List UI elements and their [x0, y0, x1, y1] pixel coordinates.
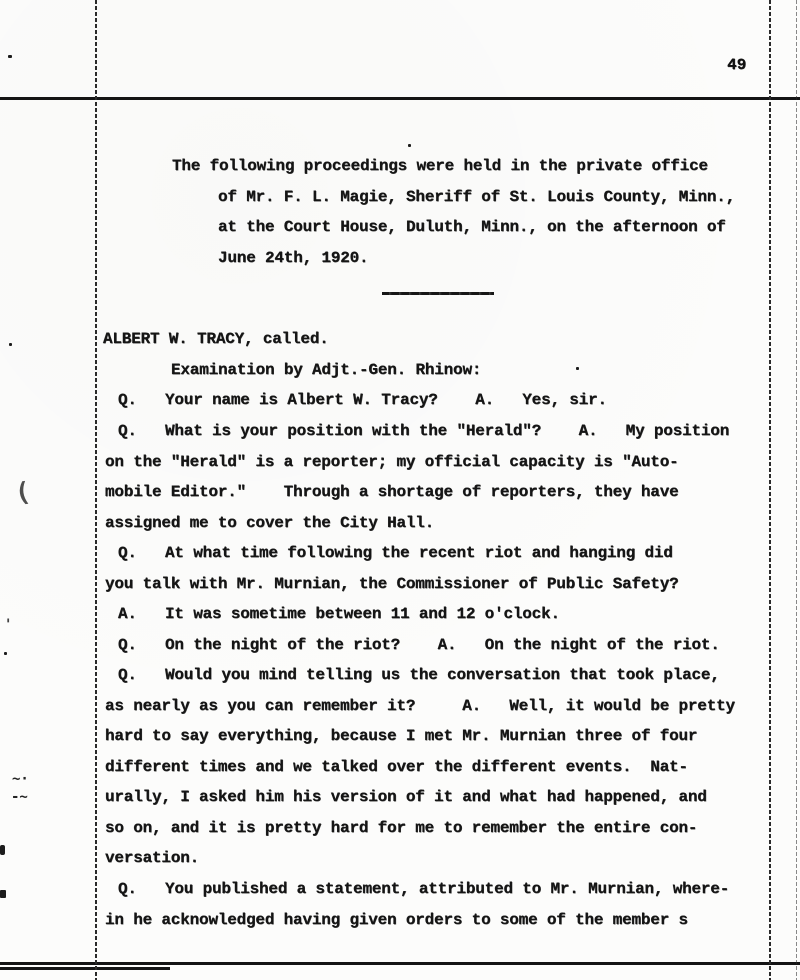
scan-artifact: [8, 55, 12, 58]
scan-artifact: [408, 144, 411, 147]
scan-artifact: [576, 367, 579, 370]
qa-line: Q. What is your position with the "Herald"? A. My position: [118, 422, 730, 440]
top-horizontal-rule: [0, 97, 800, 100]
scan-artifact: [0, 890, 6, 898]
intro-line: June 24th, 1920.: [218, 249, 369, 267]
bottom-horizontal-rule-offset: [0, 967, 170, 970]
qa-line: Q. Would you mind telling us the conversation that took place,: [118, 666, 720, 684]
left-vertical-rule: [95, 0, 97, 980]
qa-line: A. It was sometime between 11 and 12 o'clock.: [118, 605, 560, 623]
scan-artifact-squiggle: ~·: [12, 771, 29, 787]
qa-line: different times and we talked over the different events. Nat-: [105, 758, 688, 776]
qa-line: assigned me to cover the City Hall.: [105, 514, 435, 532]
qa-line: versation.: [105, 849, 200, 867]
scan-artifact: [4, 652, 7, 655]
intro-line: of Mr. F. L. Magie, Sheriff of St. Louis County, Minn.,: [218, 188, 736, 206]
qa-line: Q. Your name is Albert W. Tracy? A. Yes, sir.: [118, 391, 607, 409]
scan-artifact-squiggle: -~: [11, 789, 28, 805]
qa-line: Q. At what time following the recent riot and hanging did: [118, 544, 673, 562]
qa-line: hard to say everything, because I met Mr. Murnian three of four: [105, 727, 698, 745]
scan-artifact-tick: ': [4, 617, 13, 633]
qa-line: on the "Herald" is a reporter; my official capacity is "Auto-: [105, 453, 679, 471]
qa-line: Q. On the night of the riot? A. On the night of the riot.: [118, 636, 720, 654]
scan-artifact: [0, 845, 5, 855]
qa-line: Q. You published a statement, attributed to Mr. Murnian, where-: [118, 880, 730, 898]
scan-artifact: [9, 343, 12, 346]
examination-line: Examination by Adjt.-Gen. Rhinow:: [171, 361, 482, 379]
qa-line: in he acknowledged having given orders to some of the member s: [105, 911, 688, 929]
qa-line: you talk with Mr. Murnian, the Commissioner of Public Safety?: [105, 575, 679, 593]
page-number: 49: [727, 56, 747, 74]
right-edge-scan-line: [796, 0, 797, 980]
bottom-horizontal-rule: [0, 962, 800, 965]
right-vertical-rule: [769, 0, 771, 980]
intro-line: at the Court House, Duluth, Minn., on the afternoon of: [218, 218, 726, 236]
qa-line: mobile Editor." Through a shortage of reporters, they have: [105, 483, 679, 501]
qa-line: as nearly as you can remember it? A. Well, it would be pretty: [105, 697, 735, 715]
qa-line: so on, and it is pretty hard for me to remember the entire con-: [105, 819, 698, 837]
qa-line: urally, I asked him his version of it and what had happened, and: [105, 788, 707, 806]
scan-artifact-paren: (: [12, 477, 33, 509]
separator-rule: [382, 292, 494, 295]
intro-line: The following proceedings were held in the private office: [172, 157, 708, 175]
witness-call-line: ALBERT W. TRACY, called.: [103, 330, 329, 348]
